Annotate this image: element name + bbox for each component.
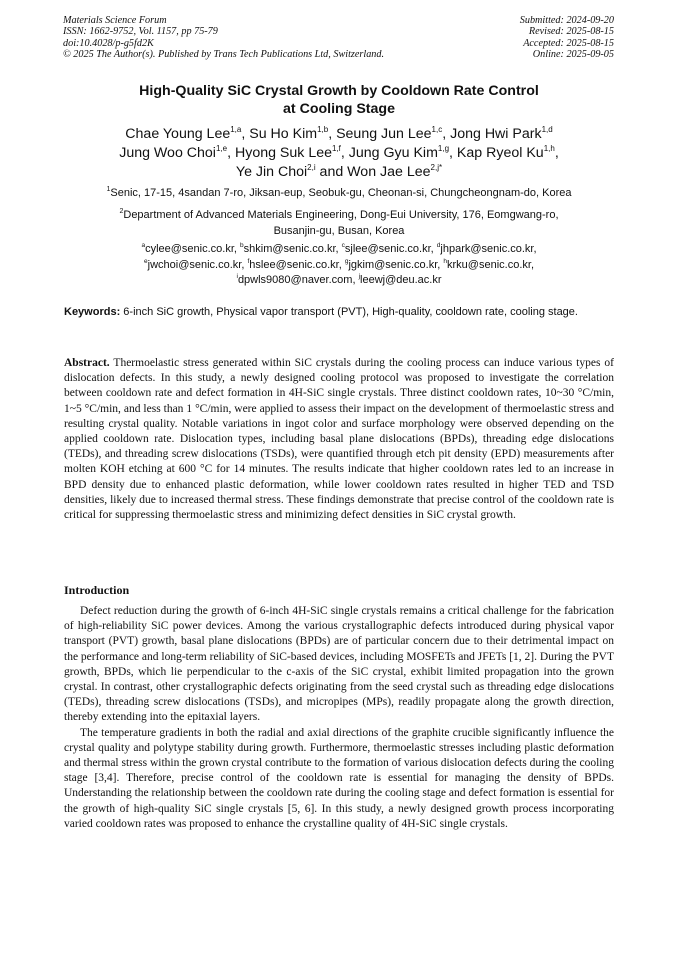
author-sup: 1,a [230,125,242,134]
abstract-section [64,356,614,523]
journal-name: Materials Science Forum [63,15,167,26]
email-line-3 [70,273,608,289]
email-sep: , [335,243,342,255]
email-sep: , [352,274,359,287]
email-address[interactable]: sjlee@senic.co.kr [344,243,431,255]
email-sup: h [443,257,448,265]
author-name: Kap Ryeol Ku [456,145,544,161]
email-sep: , [338,258,345,271]
online-date: Online: 2025-09-05 [532,48,614,60]
author-sep: , [328,126,337,142]
introduction-heading: Introduction [64,583,130,597]
author-name: Seung Jun Lee [336,126,432,142]
submitted-date: Submitted: 2024-09-20 [519,15,614,26]
email-sup: j [358,273,361,281]
email-sup: b [240,242,244,249]
author-name: Ye Jin Choi [235,164,308,180]
accepted-date: Accepted: 2025-08-15 [523,37,614,49]
author-sep: , [554,145,559,161]
email-sup: c [341,242,345,249]
email-sup: f [247,257,250,265]
introduction-paragraph-2: The temperature gradients in both the radial and axial directions of the graphite crucible significantly influence the crystal quality and polytype stability during growth. Furthermore, thermoelastic stresses including plastic deformation and thermal stress within the grown crystal contribute to the formation of various dislocation defects during the cooling stage [3,4]. Therefore, precise control of the cooldown rate is essential for managing the density of BPDs. Understanding the relationship between the cooldown rate during the cooling stage and defect formation is essential for the growth of high-quality SiC single crystals [5, 6]. In this study, a newly designed growth process incorporating varied cooldown rates was proposed to enhance the crystalline quality of 4H-SiC single crystals. [64,726,614,830]
keywords-text: 6-inch SiC growth, Physical vapor transport (PVT), High-quality, cooldown rate, cooling stage. [120,306,578,318]
email-line-1 [70,242,608,258]
author-line-1 [0,125,678,144]
author-sep: , [449,145,457,161]
author-line-2 [0,144,678,163]
author-name: Jong Hwi Park [450,126,542,142]
keywords-label: Keywords: [64,306,121,318]
email-sup: i [236,273,238,281]
abstract-text: Thermoelastic stress generated within SiC crystals during the cooling process can induce various types of dislocation defects. In this study, a newly designed cooling protocol was proposed to investigate the correlation between cooldown rate and defect formation in 4H-SiC single crystals. Three distinct cooldown rates, 10~30 °C/min, 1~5 °C/min, and less than 1 °C/min, were applied to assess their impact on the development of thermoelastic stress and resulting crystal quality. Notable variations in ingot color and surface morphology were observed depending on the applied cooldown rate. Dislocation types, including basal plane dislocations (BPDs), threading edge dislocations (TEDs), and threading screw dislocations (TSDs), were quantified through etch pit density (EPD) measurements after molten KOH etching at 600 °C for 14 minutes. The results indicate that higher cooldown rates led to an increase in BPD density due to enhanced plastic deformation, while lower cooldown rates resulted in higher TED and TSD densities, likely due to increased thermal stress. These findings demonstrate that precise control of the cooldown rate is critical for suppressing thermoelastic stress and minimizing defect densities in SiC crystal growth. [64,357,614,522]
email-sep: , [233,243,241,255]
author-name: Won Jae Lee [347,164,431,180]
author-sep: , [340,145,349,161]
email-sup: e [144,257,148,265]
email-address[interactable]: dpwls9080@naver.com [237,274,353,287]
email-sep: , [533,243,537,255]
email-address[interactable]: jwchoi@senic.co.kr [147,258,242,271]
author-name: Jung Gyu Kim [348,145,438,161]
author-line-3 [0,163,678,182]
affiliation-text: Senic, 17-15, 4sandan 7-ro, Jiksan-eup, Seobuk-gu, Cheonan-si, Chungcheongnam-do, Korea [110,187,572,199]
copyright-line: © 2025 The Author(s). Published by Trans Tech Publications Ltd, Switzerland. [63,48,385,60]
revised-date: Revised: 2025-08-15 [528,26,614,38]
journal-header-right [520,15,614,60]
author-sup: 2,j* [430,163,443,172]
author-sep: , [227,145,235,161]
author-sup: 1,c [431,125,443,134]
author-sup: 1,d [541,125,553,134]
email-address[interactable]: krku@senic.co.kr [447,258,531,271]
email-address[interactable]: hslee@senic.co.kr [249,258,339,271]
affiliation-1 [60,185,618,201]
author-sup: 1,h [543,144,555,153]
affiliation-text: Department of Advanced Materials Engineering, Dong-Eui University, 176, Eomgwang-ro, [123,209,559,221]
author-sup: 1,f [332,144,341,153]
title-line-2: at Cooling Stage [283,101,395,117]
affiliation-2 [60,207,618,239]
affiliation-text: Busanjin-gu, Busan, Korea [273,225,405,237]
paper-title [0,82,678,118]
author-sep: , [442,126,451,142]
author-sup: 2,i [307,163,316,172]
keywords-section [64,305,616,320]
author-sep: and [315,164,348,180]
author-sup: 1,b [317,125,329,134]
email-address[interactable]: cylee@senic.co.kr [145,243,234,255]
author-sup: 1,g [437,144,450,153]
email-address[interactable]: leewj@deu.ac.kr [360,274,442,287]
author-name: Su Ho Kim [249,126,318,142]
doi-line: doi:10.4028/p-g5fd2K [63,37,154,49]
email-address[interactable]: shkim@senic.co.kr [243,243,336,255]
author-name: Hyong Suk Lee [234,145,332,161]
email-sep: , [530,258,534,271]
journal-header-left [63,15,384,60]
email-sup: a [141,242,146,249]
email-sep: , [437,258,444,271]
email-address[interactable]: jhpark@senic.co.kr [440,243,534,255]
issn-line: ISSN: 1662-9752, Vol. 1157, pp 75-79 [63,26,218,38]
author-name: Jung Woo Choi [119,145,216,161]
author-list [0,125,678,182]
email-list [70,242,608,289]
introduction-body [64,604,614,832]
author-name: Chae Young Lee [125,126,231,142]
email-sup: d [436,242,441,249]
author-sep: , [241,126,250,142]
affiliation-sup: 1 [106,186,111,193]
title-line-1: High-Quality SiC Crystal Growth by Cooldown Rate Control [139,83,539,99]
email-address[interactable]: jgkim@senic.co.kr [348,258,438,271]
abstract-label: Abstract. [64,357,110,369]
email-sep: , [430,243,437,255]
email-sup: g [344,257,349,265]
email-sep: , [241,258,248,271]
email-line-2 [70,258,608,274]
author-sup: 1,e [215,144,228,153]
introduction-paragraph-1: Defect reduction during the growth of 6-inch 4H-SiC single crystals remains a critical challenge for the fabrication of high-reliability SiC power devices. Among the various crystallographic defects introduced during physical vapor transport (PVT) growth, basal plane dislocations (BPDs) are of particular concern due to their detrimental impact on the performance and long-term reliability of SiC-based devices, including MOSFETs and JFETs [1, 2]. During the PVT growth, BPDs, which lie perpendicular to the c-axis of the SiC crystal, exhibit limited propagation into the grown crystal. In contrast, other crystallographic defects originating from the seed crystal such as threading edge dislocations (TEDs), threading screw dislocations (TSDs), and micropipes (MPs), readily propagate along the growth direction, thereby extending into the epitaxial layers. [64,605,614,724]
affiliation-sup: 2 [119,208,124,215]
